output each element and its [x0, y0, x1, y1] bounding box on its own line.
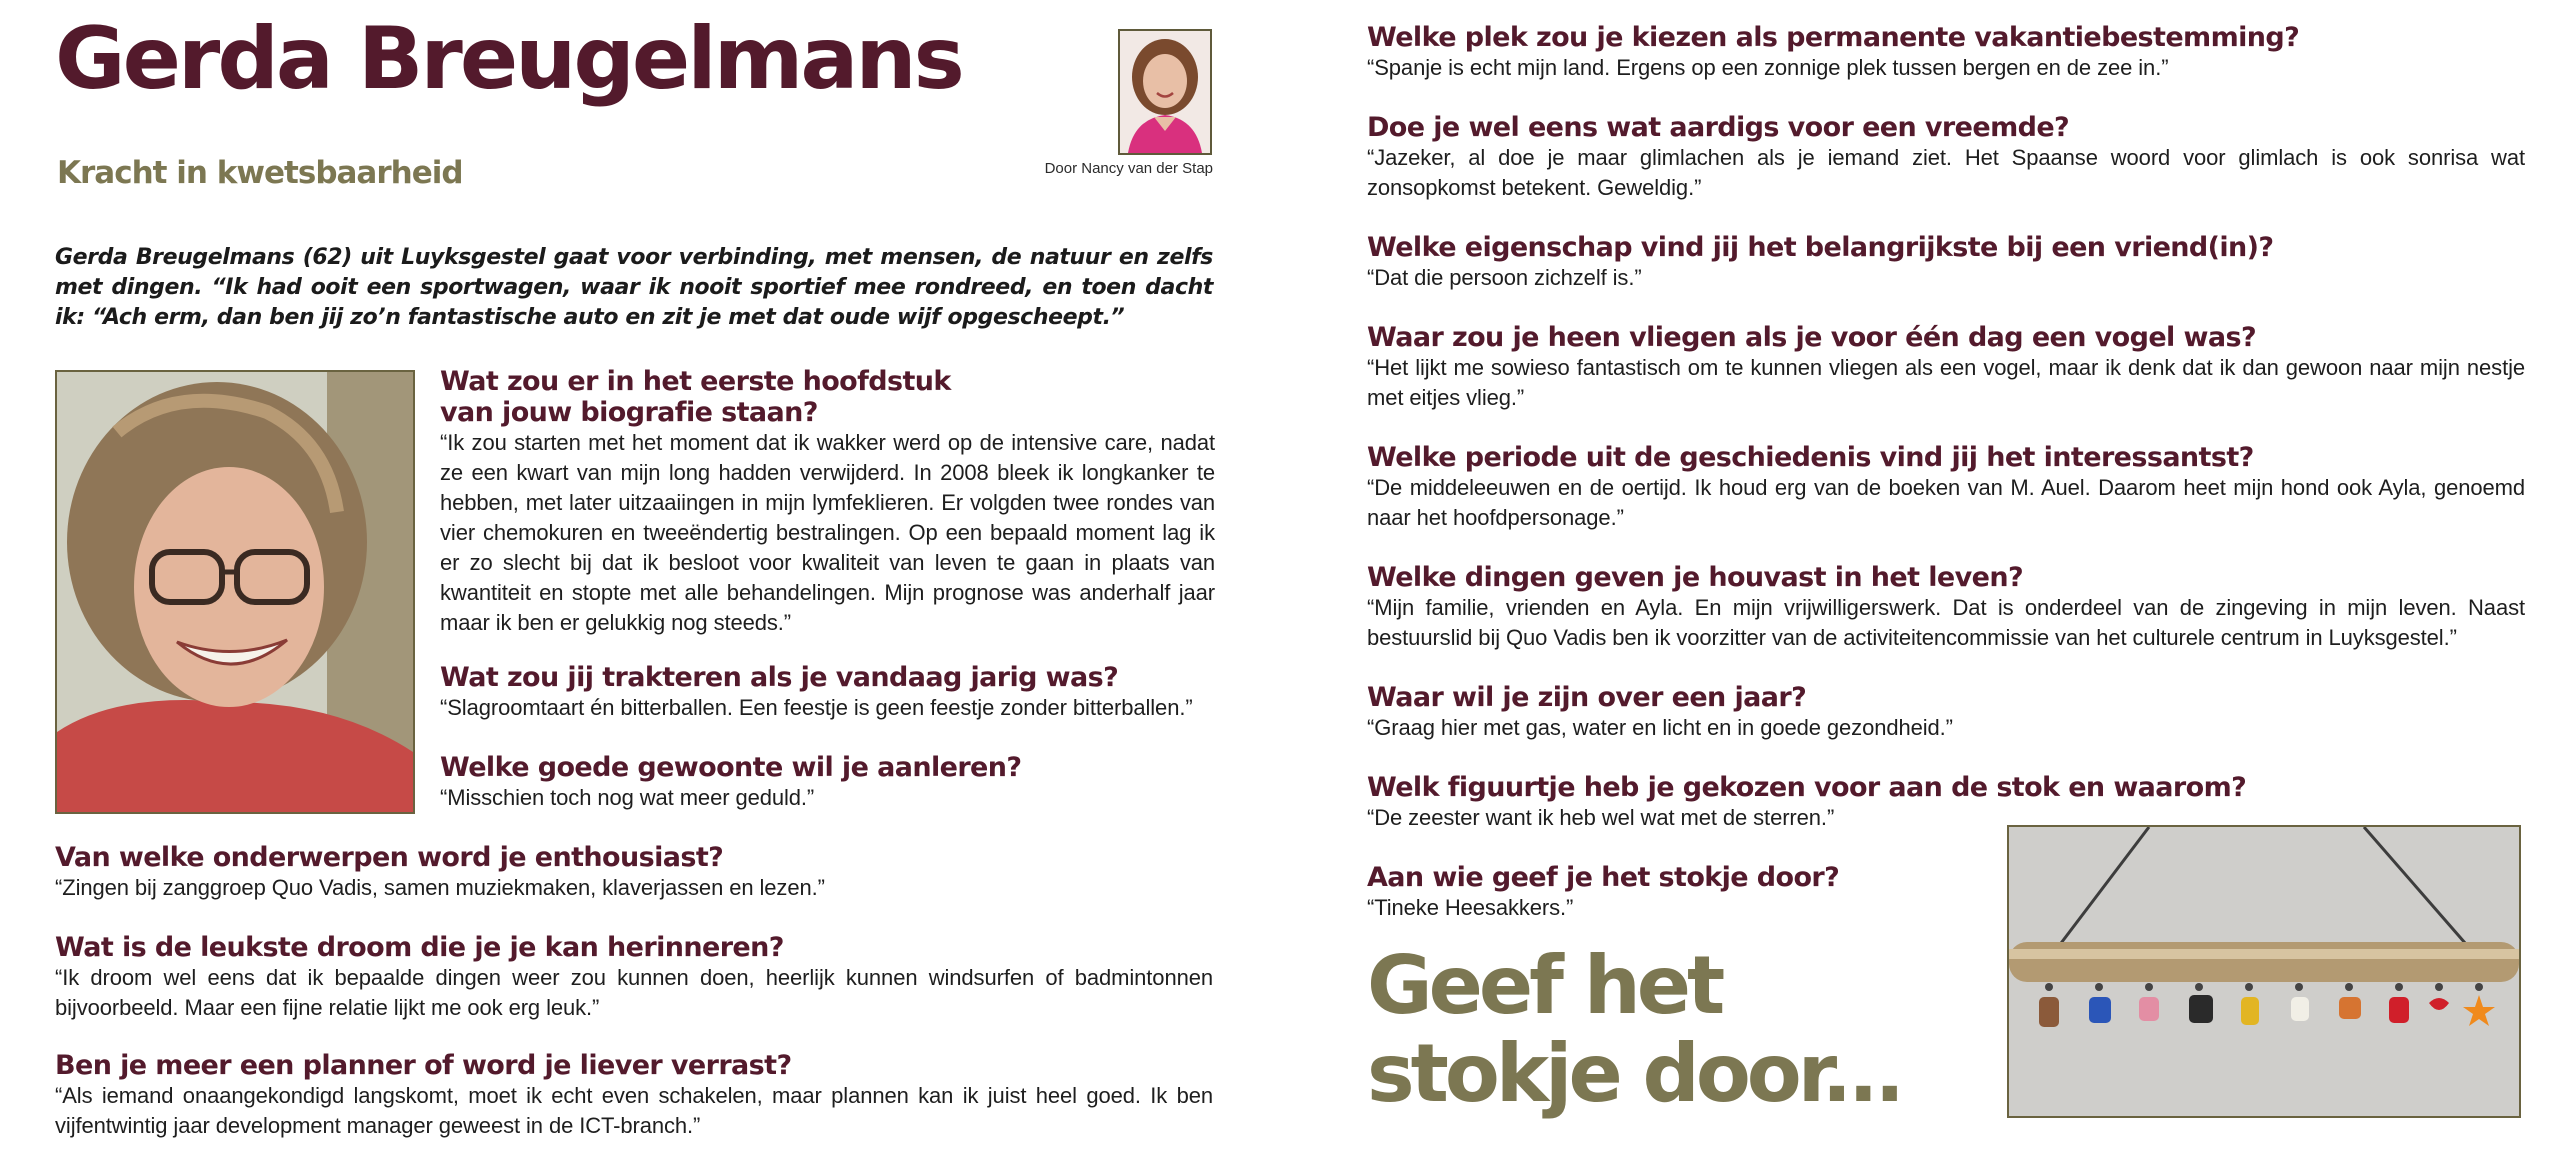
portrait-photo: [55, 370, 415, 814]
qa-block: [1367, 862, 1987, 923]
answer: “De middeleeuwen en de oertijd. Ik houd erg van de boeken van M. Auel. Daarom heet mijn hond ook Ayla, genoemd naar het hoofdpersonage.”: [1367, 475, 2525, 530]
answer: “Spanje is echt mijn land. Ergens op een zonnige plek tussen bergen en de zee in.”: [1367, 55, 2169, 80]
qa-block: [1367, 232, 2525, 293]
answer: “Dat die persoon zichzelf is.”: [1367, 265, 1642, 290]
question: Wat zou er in het eerste hoofdstuk van jouw biografie staan?: [440, 366, 951, 428]
question: Doe je wel eens wat aardigs voor een vreemde?: [1367, 112, 2070, 143]
byline: Door Nancy van der Stap: [1044, 160, 1213, 177]
answer: “De zeester want ik heb wel wat met de sterren.”: [1367, 805, 1835, 830]
answer: “Ik droom wel eens dat ik bepaalde dingen weer zou kunnen doen, heerlijk kunnen windsurfen of badmintonnen bijvoorbeeld. Maar een fijne relatie lijkt me ook erg leuk.”: [55, 965, 1213, 1020]
answer: “Ik zou starten met het moment dat ik wakker werd op de intensive care, nadat ze een kwart van mijn long hadden verwijderd. In 2008 bleek ik longkanker te hebben, met later uitzaaiingen in mijn lymfeklieren. Er volgden twee rondes van vier chemokuren en tweeëndertig bestralingen. Op een bepaald moment lag ik er zo slecht bij dat ik besloot voor kwaliteit van leven te gaan in plaats van kwantiteit en stopte met alle behandelingen. Mijn prognose was anderhalf jaar maar ik ben er gelukkig nog steeds.”: [440, 430, 1215, 635]
left-page: [55, 0, 1215, 1150]
page-title: Gerda Breugelmans: [55, 9, 962, 109]
question: Aan wie geef je het stokje door?: [1367, 862, 1840, 893]
tagline-line-1: Geef het: [1367, 939, 1722, 1032]
question: Ben je meer een planner of word je liever verrast?: [55, 1050, 792, 1081]
stick-photo: [2007, 825, 2521, 1118]
qa-block: [55, 1050, 1213, 1141]
question: Waar wil je zijn over een jaar?: [1367, 682, 1807, 713]
qa-block: [1367, 442, 2525, 533]
answer: “Zingen bij zanggroep Quo Vadis, samen muziekmaken, klaverjassen en lezen.”: [55, 875, 825, 900]
answer: “Slagroomtaart én bitterballen. Een feestje is geen feestje zonder bitterballen.”: [440, 695, 1193, 720]
question: Welk figuurtje heb je gekozen voor aan de stok en waarom?: [1367, 772, 2247, 803]
question: Welke eigenschap vind jij het belangrijkste bij een vriend(in)?: [1367, 232, 2274, 263]
question: Welke periode uit de geschiedenis vind jij het interessantst?: [1367, 442, 2254, 473]
author-photo: [1118, 29, 1212, 155]
question: Welke plek zou je kiezen als permanente vakantiebestemming?: [1367, 22, 2300, 53]
page-subtitle: Kracht in kwetsbaarheid: [57, 155, 463, 191]
qa-block: [55, 932, 1213, 1023]
question: Welke dingen geven je houvast in het leven?: [1367, 562, 2024, 593]
question: Van welke onderwerpen word je enthousiast?: [55, 842, 724, 873]
qa-block: [440, 662, 1215, 723]
qa-block: [1367, 322, 2525, 413]
answer: “Mijn familie, vrienden en Ayla. En mijn vrijwilligerswerk. Dat is onderdeel van de zingeving in mijn leven. Naast bestuurslid bij Quo Vadis ben ik voorzitter van de activiteitencommissie van het culturele centrum in Luyksgestel.”: [1367, 595, 2525, 650]
qa-block: [440, 752, 1215, 813]
qa-block: [55, 842, 1213, 903]
right-page: [1367, 0, 2527, 1150]
question: Wat zou jij trakteren als je vandaag jarig was?: [440, 662, 1119, 693]
qa-block: [1367, 112, 2525, 203]
question: Welke goede gewoonte wil je aanleren?: [440, 752, 1022, 783]
answer: “Tineke Heesakkers.”: [1367, 895, 1574, 920]
question: Waar zou je heen vliegen als je voor één dag een vogel was?: [1367, 322, 2257, 353]
answer: “Graag hier met gas, water en licht en in goede gezondheid.”: [1367, 715, 1953, 740]
answer: “Als iemand onaangekondigd langskomt, moet ik echt even schakelen, maar plannen kan ik juist heel goed. Ik ben vijfentwintig jaar development manager geweest in de ICT-branch.”: [55, 1083, 1213, 1138]
intro-paragraph: Gerda Breugelmans (62) uit Luyksgestel gaat voor verbinding, met mensen, de natuur en zelfs met dingen. “Ik had ooit een sportwagen, waar ik nooit sportief mee rondreed, en toen dacht ik: “Ach erm, dan ben jij zo’n fantastische auto en zit je met dat oude wijf opgescheept.”: [55, 245, 1213, 330]
qa-block: [440, 366, 1215, 638]
qa-block: [1367, 772, 2525, 833]
qa-block: [1367, 682, 2525, 743]
answer: “Jazeker, al doe je maar glimlachen als je iemand ziet. Het Spaanse woord voor glimlach is ook sonrisa wat zonsopkomst betekent. Geweldig.”: [1367, 145, 2525, 200]
question: Wat is de leukste droom die je je kan herinneren?: [55, 932, 784, 963]
tagline-line-2: stokje door...: [1367, 1027, 1901, 1120]
answer: “Misschien toch nog wat meer geduld.”: [440, 785, 815, 810]
qa-block: [1367, 562, 2525, 653]
answer: “Het lijkt me sowieso fantastisch om te kunnen vliegen als een vogel, maar ik denk dat ik dan gewoon naar mijn nestje met eitjes vlieg.”: [1367, 355, 2525, 410]
qa-block: [1367, 22, 2525, 83]
tagline: [1367, 939, 1901, 1120]
